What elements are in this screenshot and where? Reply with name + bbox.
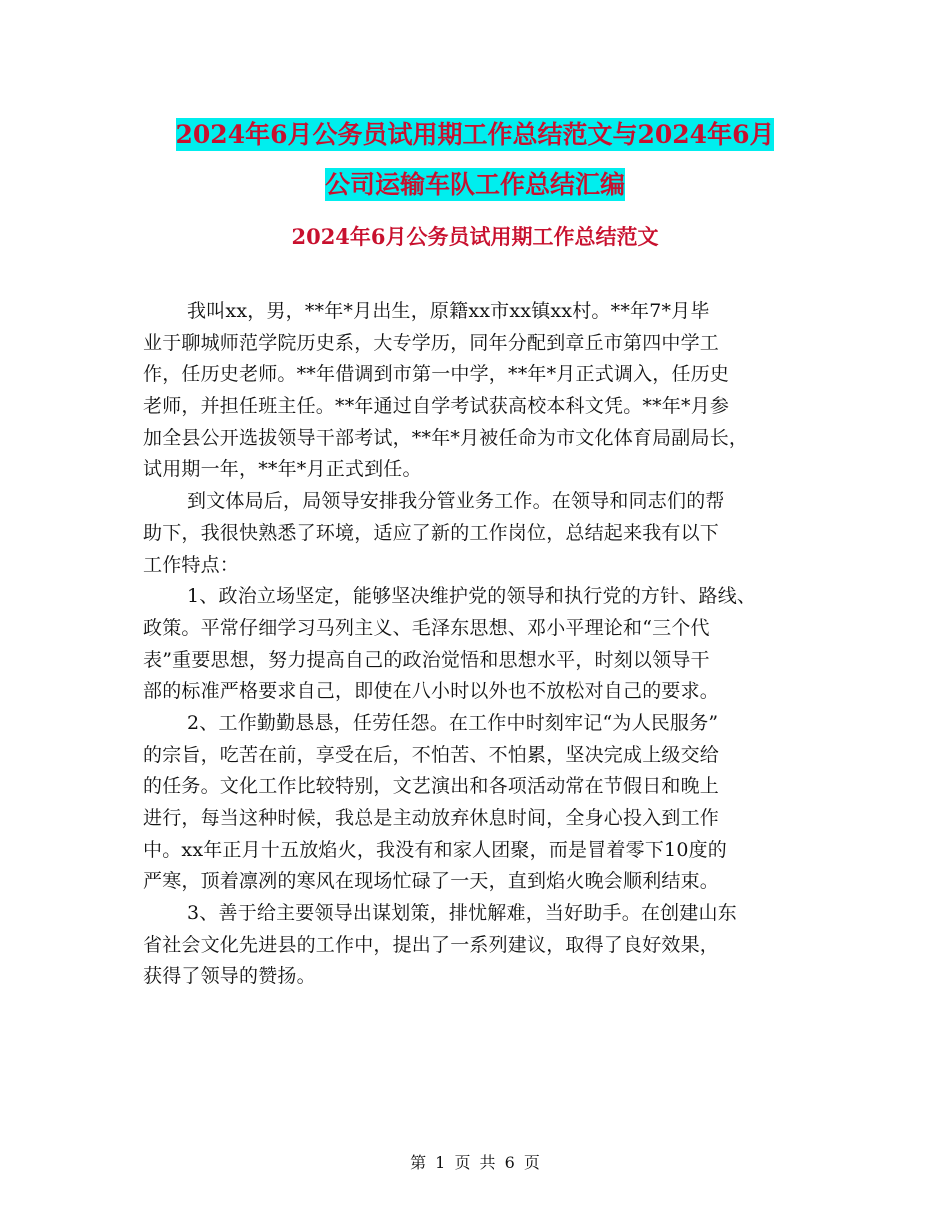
text-line: 的宗旨，吃苦在前，享受在后，不怕苦、不怕累，坚决完成上级交给: [143, 743, 720, 766]
text-line: 3、善于给主要领导出谋划策，排忧解难，当好助手。在创建山东: [187, 902, 737, 925]
text-line: 业于聊城师范学院历史系，大专学历，同年分配到章丘市第四中学工: [143, 331, 720, 354]
text-line: 表”重要思想，努力提高自己的政治觉悟和思想水平，时刻以领导干: [143, 648, 710, 671]
text-line: 老师，并担任班主任。**年通过自学考试获高校本科文凭。**年*月参: [143, 395, 730, 418]
page-number: 第 1 页 共 6 页: [410, 1153, 540, 1172]
text-line: 进行，每当这种时候，我总是主动放弃休息时间，全身心投入到工作: [143, 807, 720, 829]
text-line: 2、工作勤勤恳恳，任劳任怨。在工作中时刻牢记“为人民服务”: [187, 711, 719, 734]
text-line: 1、政治立场坚定，能够坚决维护党的领导和执行党的方针、路线、: [187, 585, 757, 608]
text-line: 获得了领导的赞扬。: [143, 965, 316, 988]
text-line: 省社会文化先进县的工作中，提出了一系列建议，取得了良好效果，: [143, 933, 720, 956]
text-line: 中。xx年正月十五放焰火，我没有和家人团聚，而是冒着零下10度的: [143, 838, 728, 861]
document-title: [0, 110, 950, 210]
text-line: 的任务。文化工作比较特别，文艺演出和各项活动常在节假日和晚上: [143, 775, 720, 798]
text-line: 部的标准严格要求自己，即使在八小时以外也不放松对自己的要求。: [143, 680, 720, 703]
text-line: 严寒，顶着凛冽的寒风在现场忙碌了一天，直到焰火晚会顺利结束。: [143, 870, 720, 893]
text-line: 试用期一年，**年*月正式到任。: [143, 458, 422, 481]
text-line: 工作特点：: [143, 553, 240, 576]
title-line-2: 公司运输车队工作总结汇编: [324, 170, 625, 199]
text-line: 到文体局后，局领导安排我分管业务工作。在领导和同志们的帮: [187, 490, 725, 513]
text-line: 助下，我很快熟悉了环境，适应了新的工作岗位，总结起来我有以下: [143, 521, 720, 544]
body-text: [143, 296, 823, 993]
text-line: 作，任历史老师。**年借调到市第一中学，**年*月正式调入，任历史: [143, 363, 730, 386]
title-line-1: 2024年6月公务员试用期工作总结范文与2024年6月: [175, 120, 775, 149]
section-title: 2024年6月公务员试用期工作总结范文: [291, 224, 659, 249]
text-line: 政策。平常仔细学习马列主义、毛泽东思想、邓小平理论和“三个代: [143, 616, 710, 639]
text-line: 我叫xx，男，**年*月出生，原籍xx市xx镇xx村。**年7*月毕: [187, 300, 710, 322]
text-line: 加全县公开选拔领导干部考试，**年*月被任命为市文化体育局副局长，: [143, 426, 749, 449]
